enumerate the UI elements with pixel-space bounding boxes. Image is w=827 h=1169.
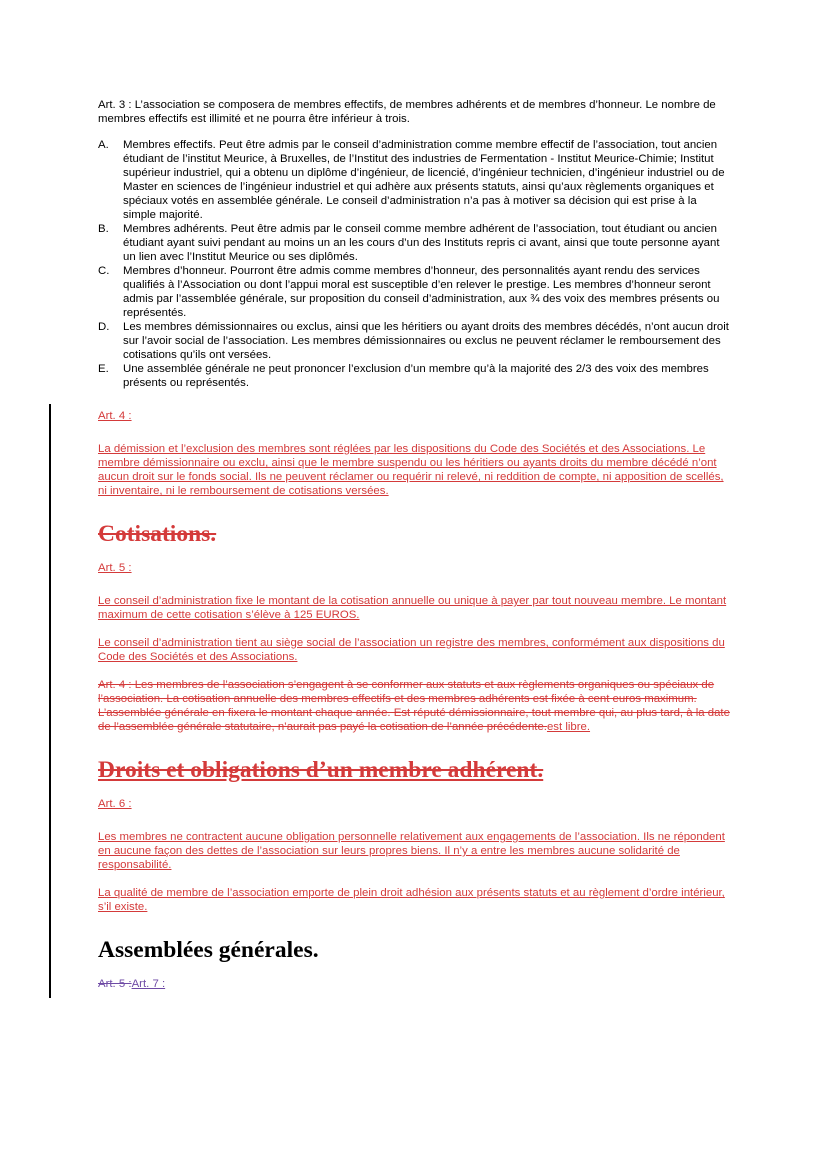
list-text: Les membres démissionnaires ou exclus, ainsi que les héritiers ou ayant droits des membres décédés, n’ont aucun droit sur l’avoir social de l’association. Les membres démissionnaires ou exclus ne peuvent réclamer le remboursement des cotisations qu’ils ont versées. [123, 321, 729, 361]
list-marker: E. [98, 363, 109, 375]
inserted-text: est libre. [546, 721, 591, 733]
art5-para2: Le conseil d’administration tient au siège social de l’association un registre des membres, conformément aux dispositions du Code des Sociétés et des Associations. [98, 637, 725, 663]
art6-para1: Les membres ne contractent aucune obligation personnelle relativement aux engagements de l’association. Ils ne répondent en aucune façon des dettes de l’association sur leurs propres biens. Il n’y a entre les membres aucune solidarité de responsabilité. [98, 831, 725, 871]
art5-old-text [98, 678, 730, 734]
list-item [98, 320, 730, 362]
list-text: Membres d’honneur. Pourront être admis comme membres d’honneur, des personnalités ayant rendu des services qualifiés à l’Association ou dont l’appui moral est susceptible d’en relever le prestige. Les membres d’honneur seront admis par l’assemblée générale, sur proposition du conseil d’administration, aux ¾ des voix des membres présents ou représentés. [123, 265, 720, 319]
art5-label: Art. 5 : [98, 562, 132, 574]
art6-label: Art. 6 : [98, 798, 132, 810]
change-bar [49, 404, 51, 998]
art4-text: La démission et l’exclusion des membres sont réglées par les dispositions du Code des Sociétés et des Associations. Le membre démissionnaire ou exclu, ainsi que le membre suspendu ou les héritiers ou ayants droits du membre décédé n’ont aucun droit sur le fonds social. Ils ne peuvent réclamer ou requérir ni relevé, ni reddition de compte, ni apposition de scellés, ni inventaire, ni le remboursement de cotisations versées. [98, 443, 724, 497]
list-text: Une assemblée générale ne peut prononcer l’exclusion d’un membre qu’à la majorité des 2/3 des voix des membres présents ou représentés. [123, 363, 709, 389]
heading-assemblees: Assemblées générales. [98, 937, 319, 963]
document-page [98, 98, 730, 991]
list-item [98, 264, 730, 320]
list-text: Membres effectifs. Peut être admis par le conseil d’administration comme membre effectif de l’association, tout ancien étudiant de l’institut Meurice, à Bruxelles, de l’Institut des industries de Fermentation - Institut Meurice-Chimie; Institut supérieur industriel, qui a obtenu un diplôme d’ingénieur, de licencié, d’ingénieur technicien, d’ingénieur industriel ou de Master en sciences de l’ingénieur industriel et qui adhère aux présents statuts, ainsi qu’aux règlements organiques et spéciaux votés en assemblée générale. Le conseil d’administration n’a pas à motiver sa décision qui est prise à la simple majorité. [123, 139, 725, 221]
art6-para2: La qualité de membre de l’association emporte de plein droit adhésion aux présents statuts et au règlement d’ordre intérieur, s’il existe. [98, 887, 725, 913]
art5-para1: Le conseil d’administration fixe le montant de la cotisation annuelle ou unique à payer par tout nouveau membre. Le montant maximum de cette cotisation s’élève à 125 EUROS. [98, 595, 727, 621]
list-item [98, 222, 730, 264]
list-marker: A. [98, 139, 109, 151]
membership-list [98, 138, 730, 390]
art7-label: Art. 7 : [131, 978, 166, 990]
art4-label: Art. 4 : [98, 410, 132, 422]
art3-intro: Art. 3 : L’association se composera de membres effectifs, de membres adhérents et de membres d’honneur. Le nombre de membres effectifs est illimité et ne pourra être inférieur à trois. [98, 99, 716, 125]
list-item [98, 362, 730, 390]
list-text: Membres adhérents. Peut être admis par le conseil comme membre adhérent de l’association, tout étudiant ou ancien étudiant ayant suivi pendant au moins un an les cours d’un des Instituts repris ci avant, ainsi que toute personne ayant un lien avec l’Institut Meurice ou ses diplômés. [123, 223, 720, 263]
list-marker: D. [98, 321, 110, 333]
deleted-text: Art. 4 : Les membres de l’association s’engagent à se conformer aux statuts et aux règlements organiques ou spéciaux de l’association. La cotisation annuelle des membres effectifs et des membres adhérents est fixée à cent euros maximum. L’assemblée générale en fixera le montant chaque année. Est réputé démissionnaire, tout membre qui, au plus tard, à la date de l’assemblée générale statutaire, n’aurait pas payé la cotisation de l’année précédente. [98, 679, 730, 733]
list-marker: C. [98, 265, 110, 277]
heading-droits: Droits et obligations d’un membre adhérent. [98, 757, 544, 783]
list-marker: B. [98, 223, 109, 235]
heading-cotisations: Cotisations. [98, 521, 217, 547]
art7-old-label: Art. 5 : [98, 978, 132, 990]
list-item [98, 138, 730, 222]
art7-label-row [98, 977, 730, 991]
